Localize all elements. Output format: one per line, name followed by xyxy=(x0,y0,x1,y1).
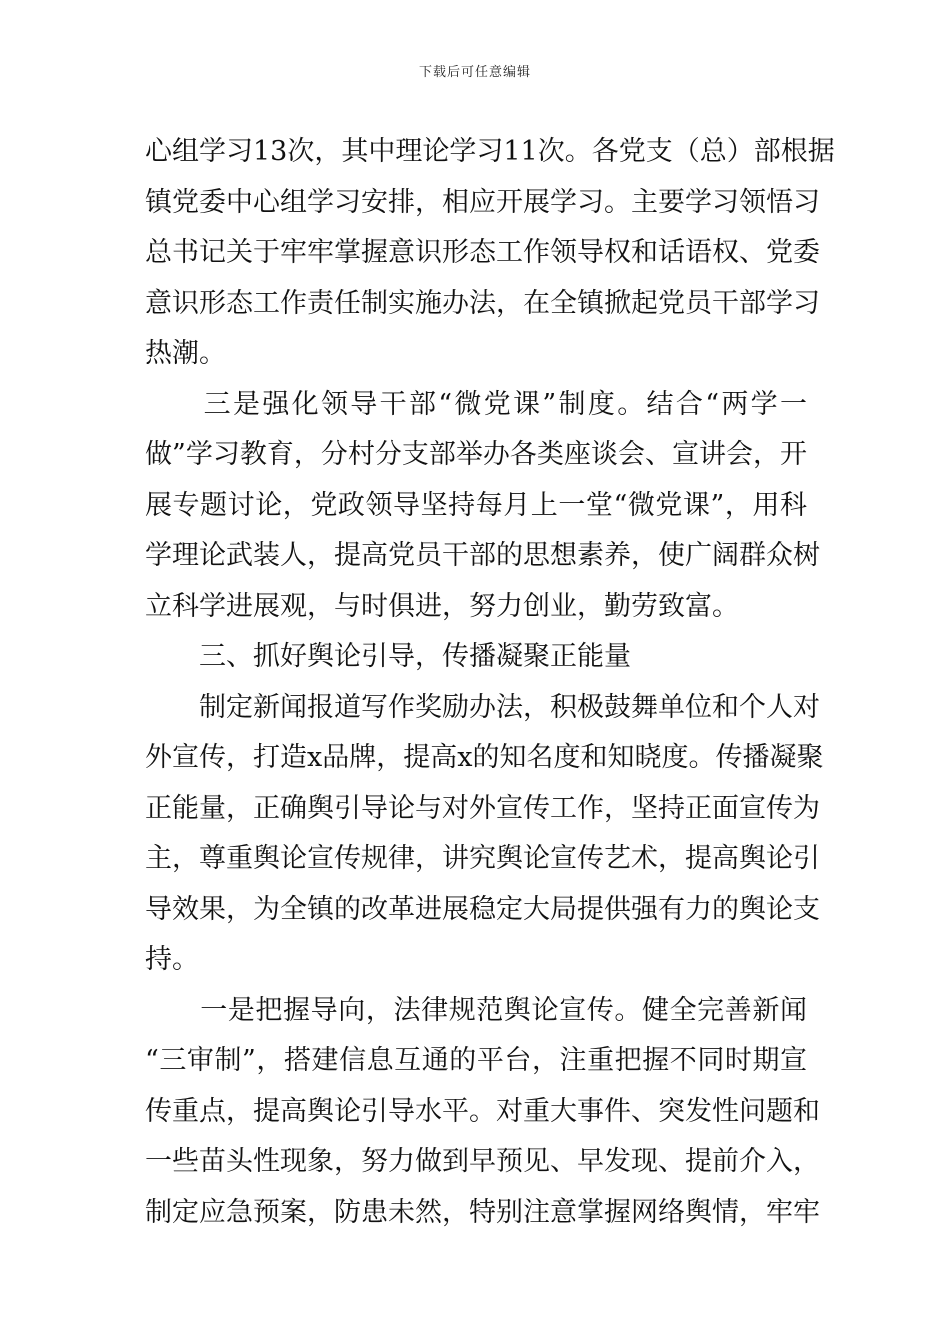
text-line: 外宣传，打造x品牌，提高x的知名度和知晓度。传播凝聚 xyxy=(145,742,824,773)
paragraph-1 xyxy=(145,127,835,380)
text-line: “三审制”，搭建信息互通的平台，注重把握不同时期宣 xyxy=(145,1045,807,1076)
text-line: 镇党委中心组学习安排，相应开展学习。主要学习领悟习 xyxy=(145,186,820,218)
text-line: 正能量，正确舆引导论与对外宣传工作，坚持正面宣传为 xyxy=(145,792,820,824)
text-line: 心组学习13次，其中理论学习11次。各党支（总）部根据 xyxy=(145,136,835,167)
text-line: 展专题讨论，党政领导坚持每月上一堂“微党课”，用科 xyxy=(145,489,807,521)
text-line: 一些苗头性现象，努力做到早预见、早发现、提前介入， xyxy=(145,1146,820,1177)
page-header: 下载后可任意编辑 xyxy=(418,65,531,80)
text-line: 持。 xyxy=(145,944,199,975)
text-line: 热潮。 xyxy=(145,338,226,369)
text-line: 意识形态工作责任制实施办法，在全镇掀起党员干部学习 xyxy=(145,287,820,319)
text-line: 做”学习教育，分村分支部举办各类座谈会、宣讲会，开 xyxy=(145,439,807,470)
text-line: 导效果，为全镇的改革进展稳定大局提供强有力的舆论支 xyxy=(145,893,820,925)
heading-line: 三、抓好舆论引导，传播凝聚正能量 xyxy=(145,641,631,672)
text-line: 制定新闻报道写作奖励办法，积极鼓舞单位和个人对 xyxy=(145,691,820,723)
section-heading xyxy=(145,632,807,683)
text-line: 主，尊重舆论宣传规律，讲究舆论宣传艺术，提高舆论引 xyxy=(145,843,820,874)
text-line: 一是把握导向，法律规范舆论宣传。健全完善新闻 xyxy=(145,994,807,1026)
text-line: 三是强化领导干部“微党课”制度。结合“两学一 xyxy=(145,388,807,420)
text-line: 传重点，提高舆论引导水平。对重大事件、突发性问题和 xyxy=(145,1095,820,1127)
text-line: 学理论武装人，提高党员干部的思想素养，使广阔群众树 xyxy=(145,540,820,571)
paragraph-5 xyxy=(145,986,820,1239)
text-line: 制定应急预案，防患未然，特别注意掌握网络舆情，牢牢 xyxy=(145,1196,820,1228)
paragraph-2 xyxy=(145,380,820,633)
paragraph-4 xyxy=(145,683,824,986)
document-body xyxy=(145,127,835,1238)
text-line: 总书记关于牢牢掌握意识形态工作领导权和话语权、党委 xyxy=(145,237,820,268)
text-line: 立科学进展观，与时俱进，努力创业，勤劳致富。 xyxy=(145,590,739,622)
